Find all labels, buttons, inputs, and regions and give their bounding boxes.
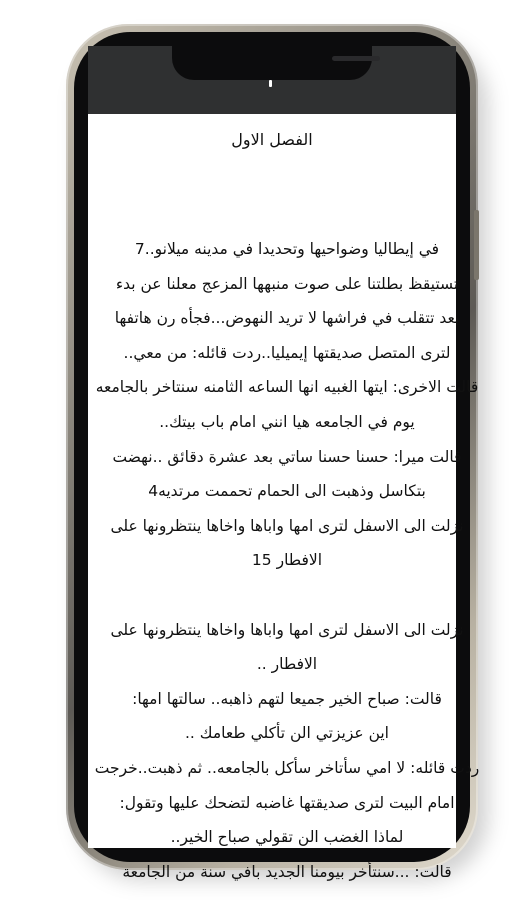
story-line: قالت: ...سنتأخر بيومنا الجديد بافي سنة من الجامعة xyxy=(122,862,452,881)
story-line: قالت: صباح الخير جميعا لتهم ذاهبه.. سالتها امها: xyxy=(132,689,442,708)
story-line: نزلت الى الاسفل لترى امها واباها واخاها ينتظرونها على xyxy=(110,516,464,535)
chapter-title: الفصل الاول xyxy=(231,130,313,149)
story-line-spacer xyxy=(88,578,486,613)
notch xyxy=(172,46,372,80)
reader-content[interactable] xyxy=(88,114,480,881)
story-line: بعد تتقلب في فراشها لا تريد النهوض...فجأه رن هاتفها xyxy=(114,309,460,328)
story-line: قالت ميرا: حسنا حسنا ساتي بعد عشرة دقائق ..نهضت xyxy=(112,447,462,466)
story-line: الافطار 15 xyxy=(251,551,323,570)
story-line: اين عزيزتي الن تأكلي طعامك .. xyxy=(184,724,389,743)
story-line: في إيطاليا وضواحيها وتحديدا في مدينه ميلانو..7 xyxy=(134,240,440,258)
story-line: ردت قائله: لا امي سأتاخر سأكل بالجامعه.. ثم ذهبت..خرجت xyxy=(94,758,480,777)
story-line: الافطار .. xyxy=(256,655,318,674)
story-line: بتكاسل وذهبت الى الحمام تحممت مرتديه4 xyxy=(148,482,426,501)
story-line: لماذا الغضب الن تقولي صباح الخير.. xyxy=(170,828,404,847)
status-indicator-icon xyxy=(269,80,272,87)
phone-screen xyxy=(88,46,480,881)
story-text xyxy=(88,232,486,889)
story-line: تستيقظ بطلتنا على صوت منبهها المزعج معلنا عن بدء xyxy=(115,274,459,293)
story-line: نزلت الى الاسفل لترى امها واباها واخاها ينتظرونها على xyxy=(110,620,464,639)
story-line: يوم في الجامعه هيا انني امام باب بيتك.. xyxy=(159,412,415,431)
story-line: امام البيت لترى صديقتها غاضبه لتضحك عليها وتقول: xyxy=(119,793,455,812)
story-line: لترى المتصل صديقتها إيميليا..ردت قائله: من معي.. xyxy=(123,343,451,362)
speaker-grille xyxy=(332,56,380,61)
story-line: قالت الاخرى: ايتها الغبيه انها الساعه الثامنه سنتاخر بالجامعه xyxy=(95,378,479,397)
status-bar xyxy=(88,46,456,114)
